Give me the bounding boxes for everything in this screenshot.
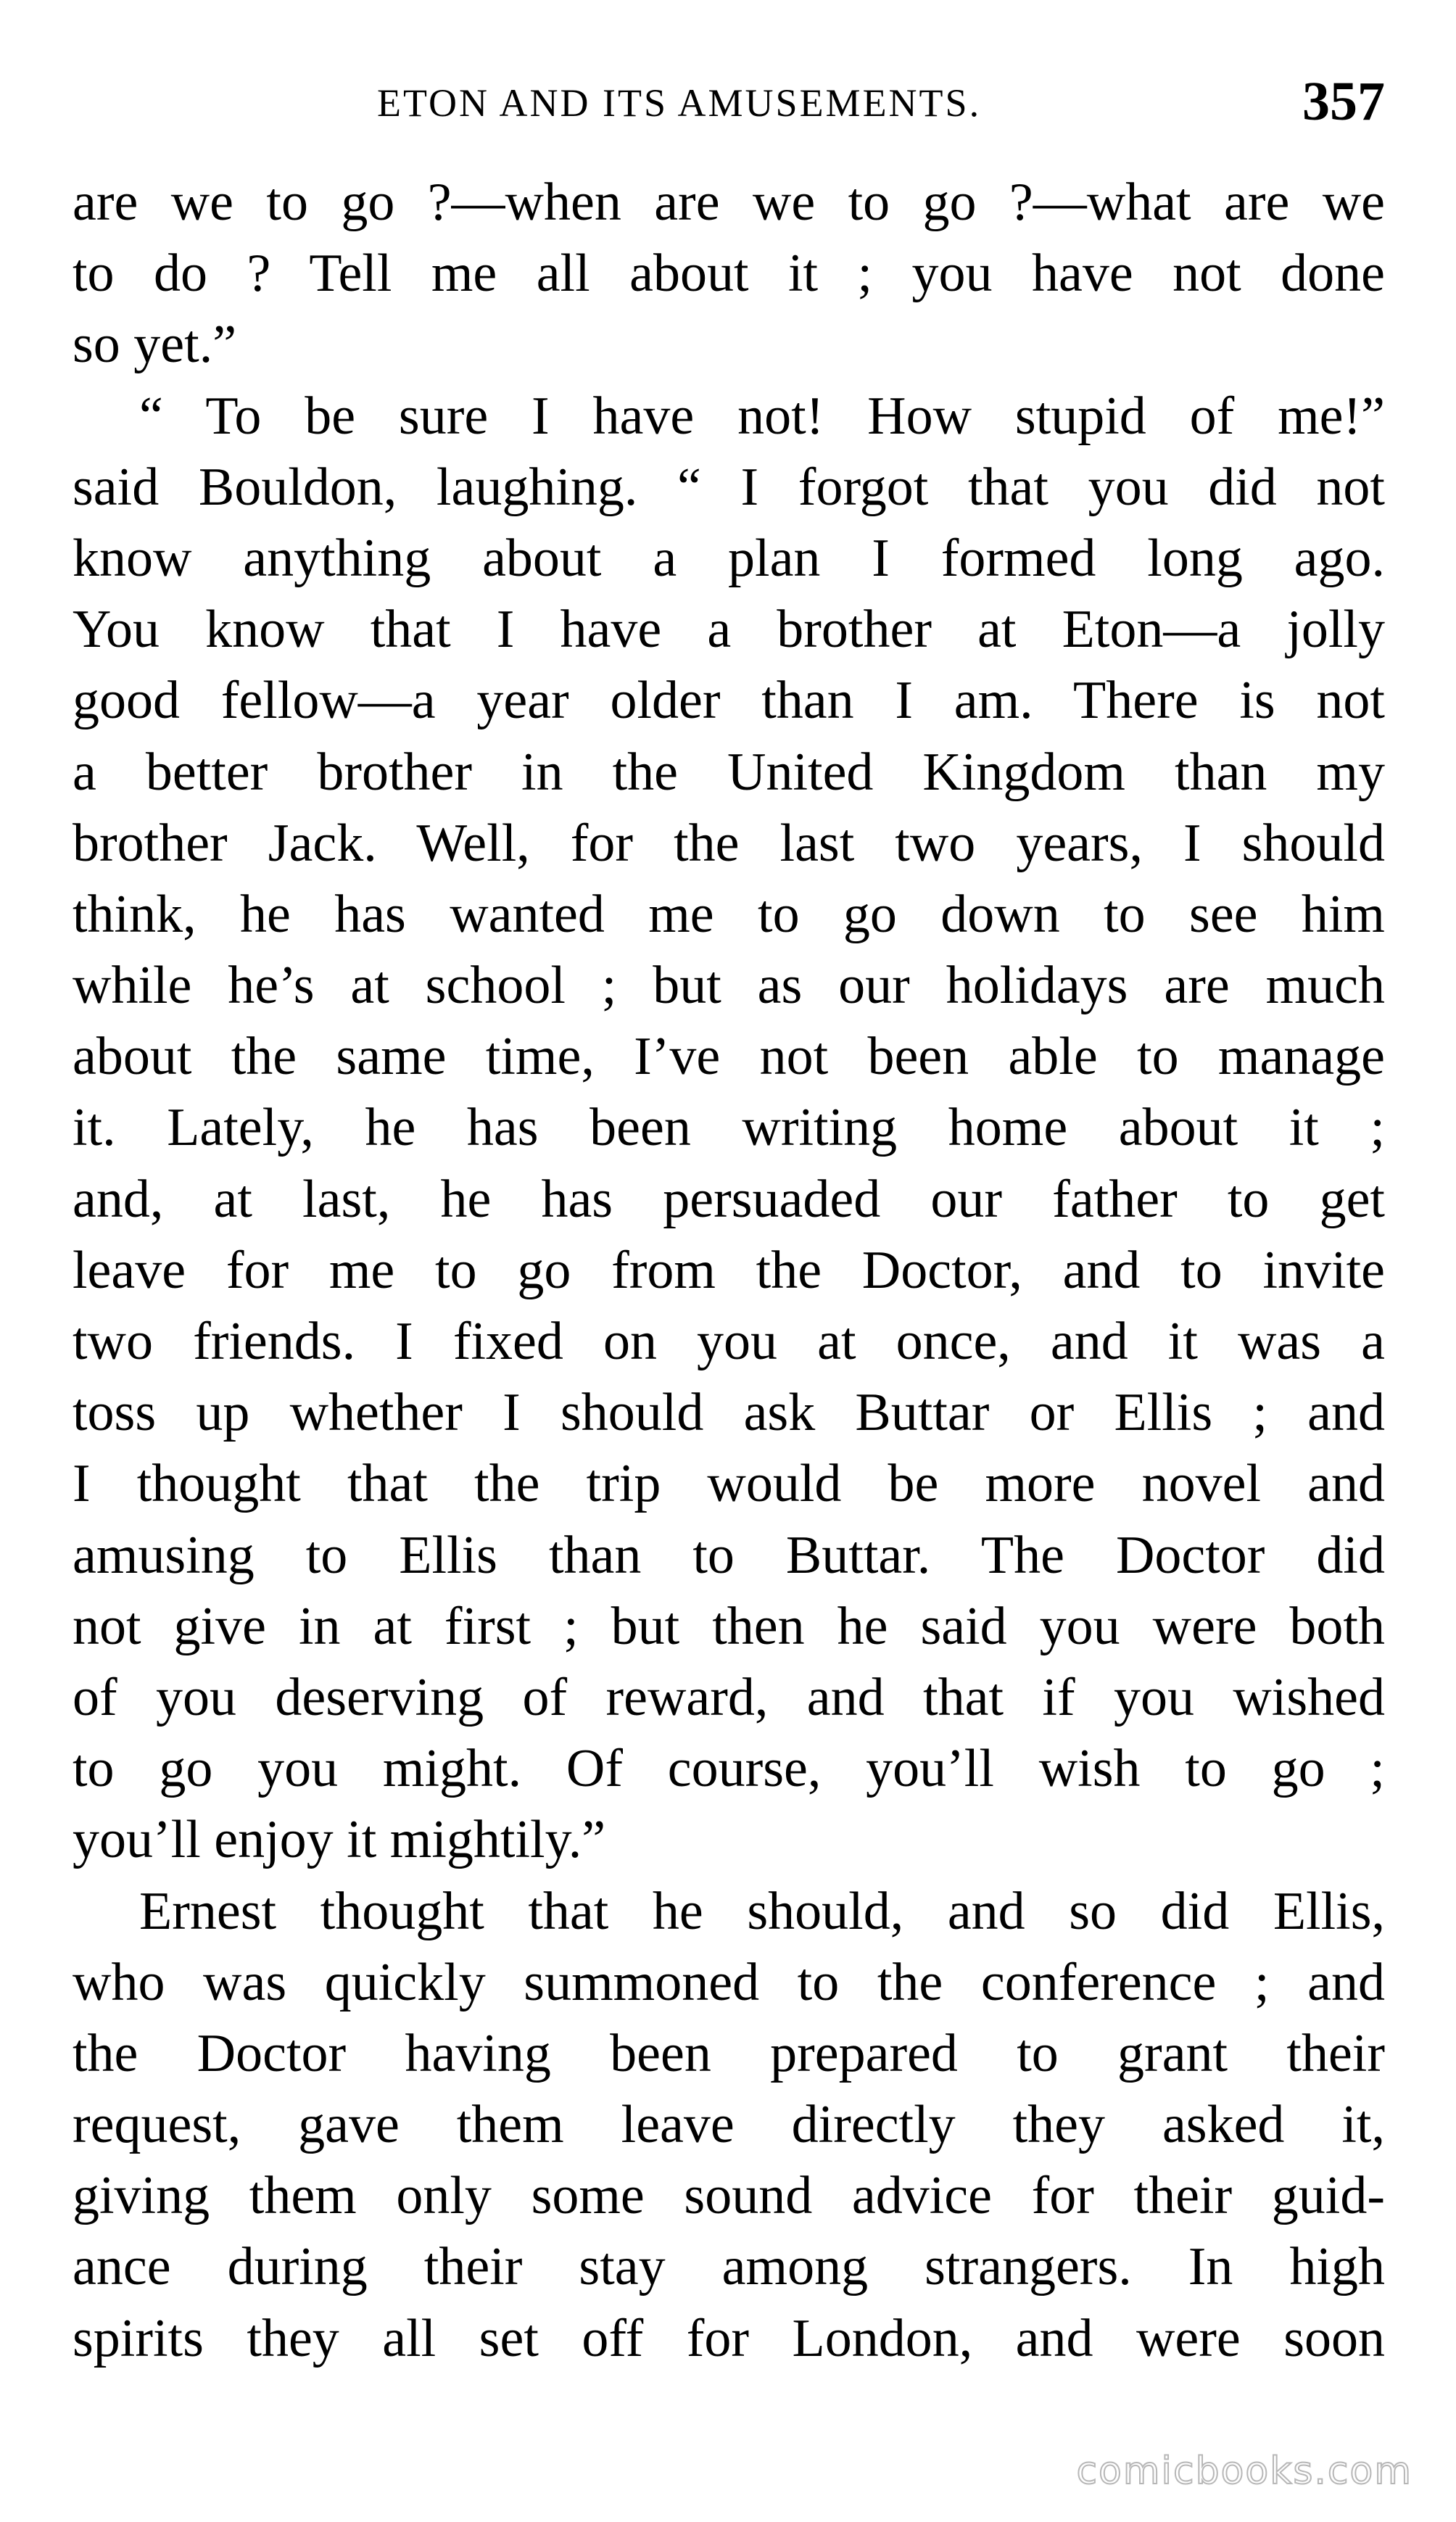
- text-line: the Doctor having been prepared to grant their: [73, 2023, 1385, 2083]
- text-line: said Bouldon, laughing. “ I forgot that you did not: [73, 457, 1385, 517]
- text-line: of you deserving of reward, and that if you wished: [73, 1667, 1385, 1727]
- text-line: giving them only some sound advice for their guid-: [73, 2166, 1385, 2226]
- text-line: a better brother in the United Kingdom than my: [73, 742, 1385, 802]
- text-line: brother Jack. Well, for the last two years, I should: [73, 813, 1385, 873]
- text-line: “ To be sure I have not! How stupid of me!”: [139, 386, 1385, 446]
- text-line: you’ll enjoy it mightily.”: [73, 1810, 606, 1870]
- running-head: [73, 69, 1385, 134]
- text-line: amusing to Ellis than to Buttar. The Doctor did: [73, 1525, 1385, 1585]
- text-line: good fellow—a year older than I am. There is not: [73, 671, 1385, 731]
- text-line: request, gave them leave directly they asked it,: [73, 2095, 1385, 2155]
- text-line: leave for me to go from the Doctor, and to invite: [73, 1240, 1385, 1300]
- page-number: 357: [1302, 71, 1385, 132]
- text-line: are we to go ?—when are we to go ?—what are we: [73, 173, 1385, 232]
- text-line: so yet.”: [73, 315, 237, 375]
- watermark: comicbooks.com: [1076, 2449, 1412, 2493]
- text-line: it. Lately, he has been writing home about it ;: [73, 1098, 1385, 1158]
- text-line: not give in at first ; but then he said you were both: [73, 1596, 1385, 1656]
- text-line: and, at last, he has persuaded our father to get: [73, 1169, 1385, 1229]
- text-line: I thought that the trip would be more novel and: [73, 1454, 1385, 1514]
- text-line: about the same time, I’ve not been able to manage: [73, 1027, 1385, 1087]
- text-line: ance during their stay among strangers. In high: [73, 2237, 1385, 2297]
- text-line: Ernest thought that he should, and so did Ellis,: [139, 1881, 1385, 1941]
- text-line: to do ? Tell me all about it ; you have not done: [73, 244, 1385, 304]
- text-line: two friends. I fixed on you at once, and it was a: [73, 1312, 1385, 1371]
- text-line: think, he has wanted me to go down to see him: [73, 884, 1385, 944]
- text-line: while he’s at school ; but as our holidays are much: [73, 956, 1385, 1016]
- text-line: spirits they all set off for London, and were soon: [73, 2308, 1385, 2368]
- text-line: toss up whether I should ask Buttar or Ellis ; and: [73, 1383, 1385, 1443]
- running-title: ETON AND ITS AMUSEMENTS.: [377, 81, 982, 125]
- text-line: to go you might. Of course, you’ll wish to go ;: [73, 1739, 1385, 1799]
- text-line: who was quickly summoned to the conference ; and: [73, 1952, 1385, 2012]
- body-text: [73, 167, 1385, 2374]
- text-line: know anything about a plan I formed long ago.: [73, 528, 1385, 588]
- text-line: You know that I have a brother at Eton—a jolly: [73, 600, 1385, 660]
